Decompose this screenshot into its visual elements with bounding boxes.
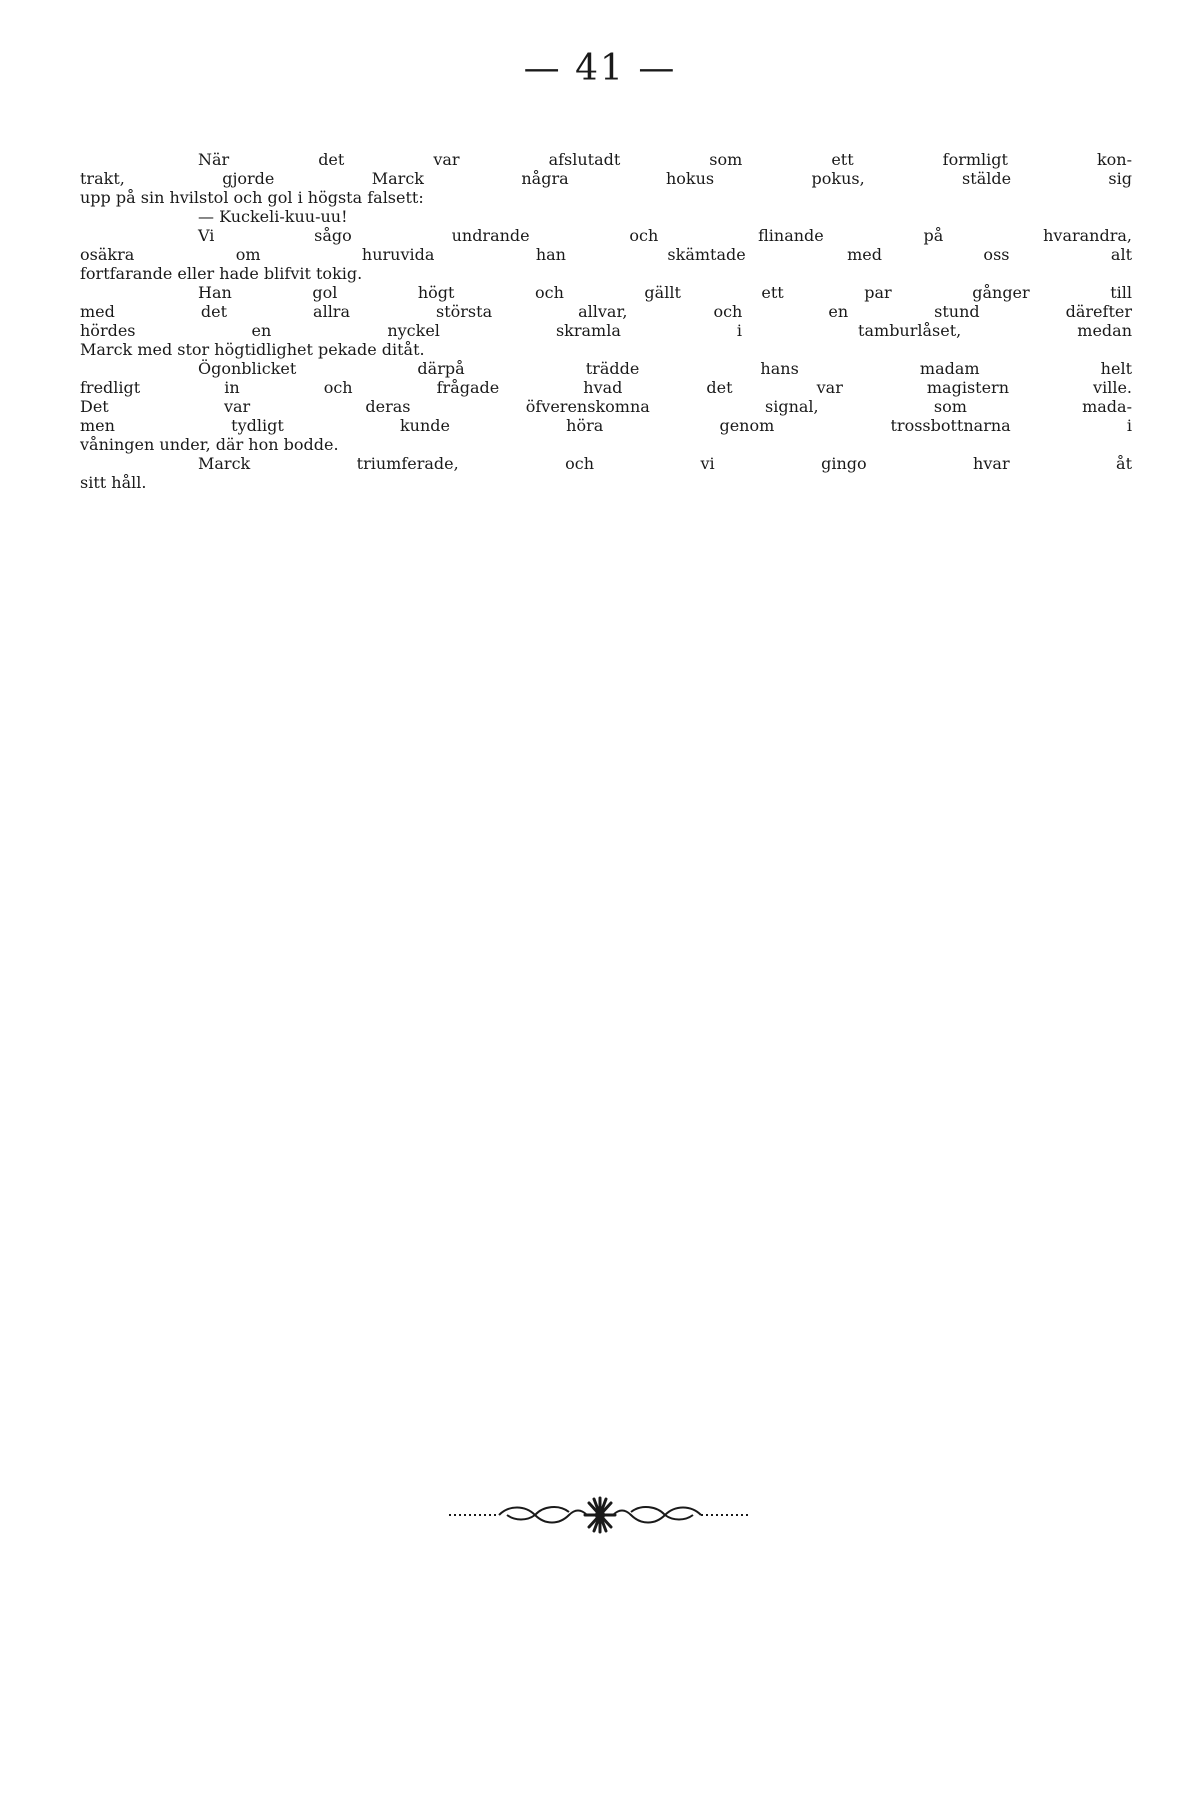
paragraph-2 [80, 207, 1132, 226]
text-line: med det allra största allvar, och en stund därefter [80, 302, 1132, 321]
fleuron-ornament-icon [447, 1490, 753, 1540]
body-text [80, 150, 1132, 492]
text-line: hördes en nyckel skramla i tamburlåset, medan [80, 321, 1132, 340]
text-line: trakt, gjorde Marck några hokus pokus, stälde sig [80, 169, 1132, 188]
text-line: Han gol högt och gällt ett par gånger till [198, 283, 1132, 302]
text-line: fredligt in och frågade hvad det var magistern ville. [80, 378, 1132, 397]
text-line: men tydligt kunde höra genom trossbottnarna i [80, 416, 1132, 435]
paragraph-3 [80, 226, 1132, 283]
text-line: osäkra om huruvida han skämtade med oss alt [80, 245, 1132, 264]
text-line: Det var deras öfverenskomna signal, som mada- [80, 397, 1132, 416]
text-line: Marck med stor högtidlighet pekade ditåt. [80, 340, 425, 359]
paragraph-5 [80, 359, 1132, 454]
text-line: — Kuckeli-kuu-uu! [198, 207, 348, 226]
page-number: — 41 — [523, 48, 677, 89]
text-line: Ögonblicket därpå trädde hans madam helt [198, 359, 1132, 378]
paragraph-1 [80, 150, 1132, 207]
text-line: våningen under, där hon bodde. [80, 435, 339, 454]
text-line: sitt håll. [80, 473, 147, 492]
text-line: Marck triumferade, och vi gingo hvar åt [198, 454, 1132, 473]
paragraph-6 [80, 454, 1132, 492]
paragraph-4 [80, 283, 1132, 359]
text-line: upp på sin hvilstol och gol i högsta falsett: [80, 188, 424, 207]
text-line: Vi sågo undrande och flinande på hvarandra, [198, 226, 1132, 245]
text-line: När det var afslutadt som ett formligt kon- [198, 150, 1132, 169]
text-line: fortfarande eller hade blifvit tokig. [80, 264, 363, 283]
